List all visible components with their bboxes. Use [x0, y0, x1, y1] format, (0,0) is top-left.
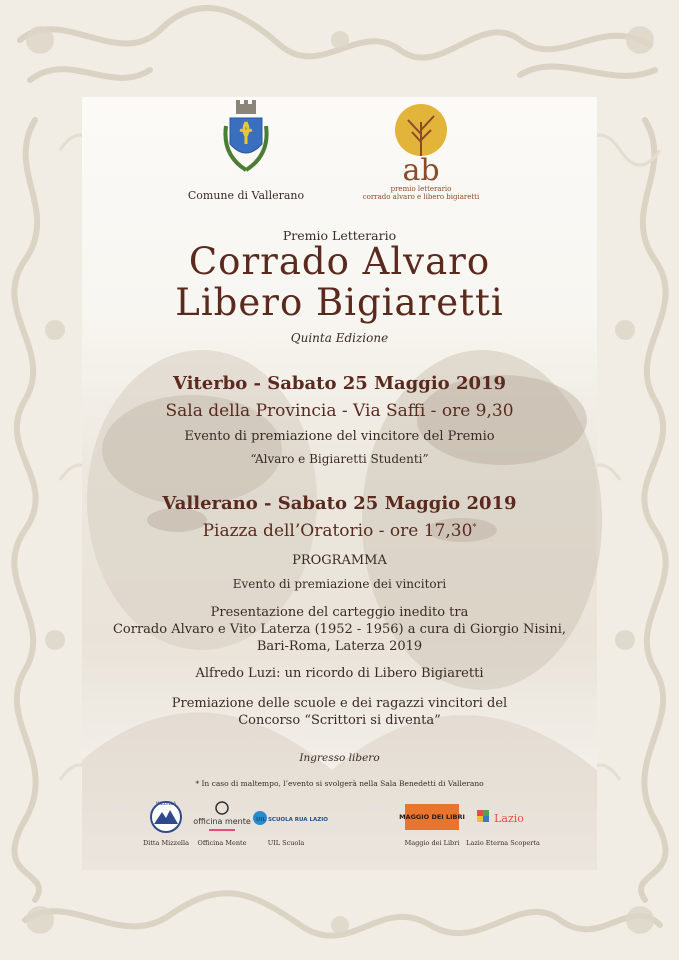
title-line-1: Corrado Alvaro — [188, 240, 491, 283]
officina-mente-logo-text: officina mente — [193, 817, 251, 826]
maltempo-note: * In caso di maltempo, l’evento si svolgerà nella Sala Benedetti di Vallerano — [195, 779, 484, 788]
comune-coat-of-arms-icon — [222, 100, 270, 178]
event1-desc-line1: Evento di premiazione del vincitore del Premio — [184, 429, 495, 444]
programma-item-2-line1: Presentazione del carteggio inedito tra — [210, 605, 469, 620]
premio-kicker: Premio Letterario — [282, 228, 397, 243]
programma-item-4-line1: Premiazione delle scuole e dei ragazzi vincitori del — [171, 696, 508, 711]
premio-tree-logo-icon — [386, 100, 456, 188]
sponsor-caption-lazio: Lazio Eterna Scoperta — [466, 839, 540, 847]
premio-logo-caption-2: corrado alvaro e libero bigiaretti — [362, 193, 480, 201]
programma-item-4-line2: Concorso “Scrittori si diventa” — [238, 713, 441, 728]
mizzella-logo-icon — [146, 800, 186, 834]
lazio-logo-text: Lazio — [494, 812, 524, 825]
programma-item-2-line3: Bari-Roma, Laterza 2019 — [256, 639, 423, 654]
programma-item-1: Evento di premiazione dei vincitori — [232, 577, 447, 591]
uil-scuola-logo-icon — [252, 805, 328, 831]
event1-heading: Viterbo - Sabato 25 Maggio 2019 — [172, 373, 507, 394]
programma-item-3: Alfredo Luzi: un ricordo di Libero Bigiaretti — [195, 666, 484, 681]
event2-venue — [82, 521, 597, 541]
premio-logo-caption-1: premio letterario — [390, 185, 452, 193]
event2-venue-asterisk: * — [472, 522, 477, 532]
edition-label: Quinta Edizione — [290, 331, 389, 345]
title-line-2: Libero Bigiaretti — [175, 281, 504, 324]
sponsor-maggio-dei-libri — [401, 804, 463, 847]
sponsor-caption-officina: Officina Mente — [197, 839, 247, 847]
ingresso-libero: Ingresso libero — [299, 752, 380, 764]
event2-venue-text: Piazza dell’Oratorio - ore 17,30 — [202, 521, 473, 541]
sponsor-lazio-eterna-scoperta — [466, 804, 540, 847]
officina-mente-logo-icon — [193, 800, 251, 834]
sponsor-officina-mente — [192, 800, 252, 847]
lazio-logo-icon — [473, 804, 533, 830]
sponsor-uil-scuola — [252, 805, 328, 847]
comune-caption: Comune di Vallerano — [187, 189, 305, 202]
programma-item-2-line2: Corrado Alvaro e Vito Laterza (1952 - 1956) a cura di Giorgio Nisini, — [112, 622, 566, 637]
sponsor-ditta-mizzella — [136, 800, 196, 847]
premio-logo-text: ab — [402, 153, 440, 188]
event1-venue: Sala della Provincia - Via Saffi - ore 9,30 — [165, 401, 514, 421]
sponsor-caption-maggio: Maggio dei Libri — [404, 839, 460, 847]
programma-heading: PROGRAMMA — [292, 553, 387, 568]
maggio-logo-text: MAGGIO DEI LIBRI — [399, 813, 465, 821]
event1-desc-line2: “Alvaro e Bigiaretti Studenti” — [250, 452, 429, 466]
sponsor-caption-uil: UIL Scuola — [267, 839, 305, 847]
uil-scuola-logo-text: UIL SCUOLA RUA LAZIO — [256, 817, 328, 823]
event2-heading: Vallerano - Sabato 25 Maggio 2019 — [162, 493, 517, 514]
maggio-dei-libri-logo-icon — [399, 804, 465, 830]
mizzella-logo-text: MIZZELLA — [156, 801, 176, 806]
sponsor-caption-mizzella: Ditta Mizzella — [143, 839, 189, 847]
